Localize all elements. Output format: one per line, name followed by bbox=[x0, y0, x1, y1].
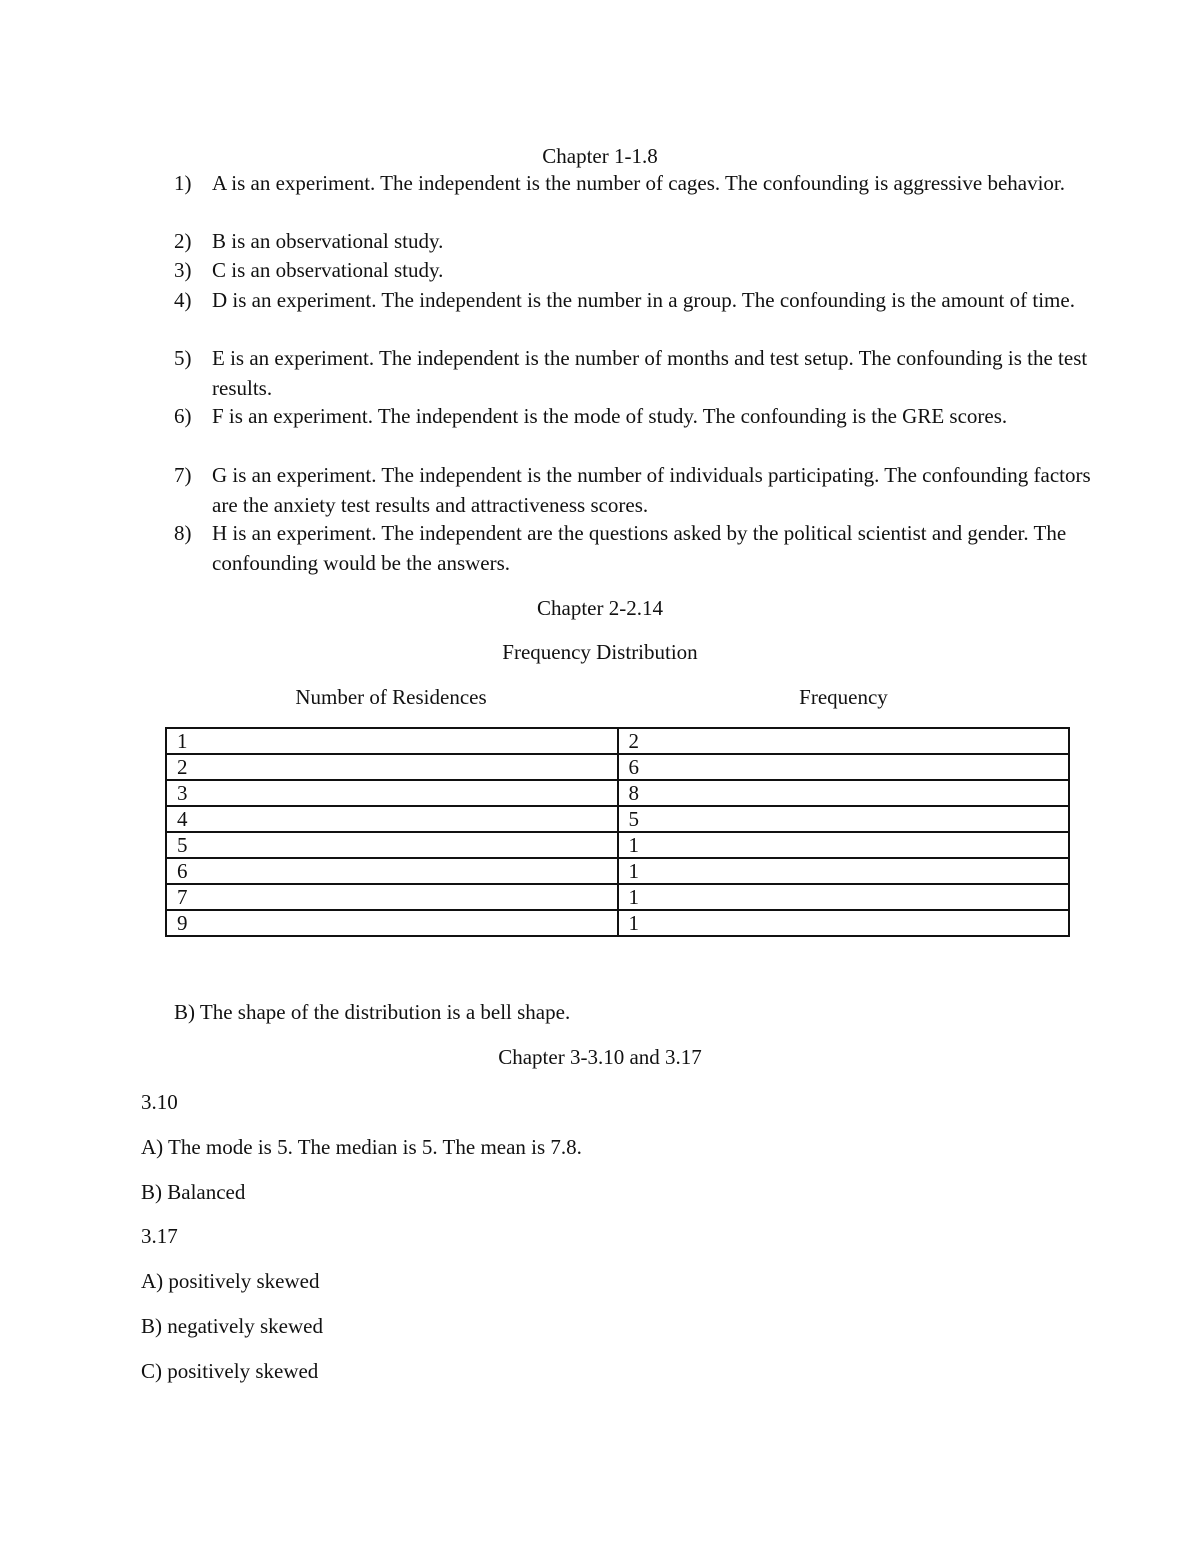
table-cell-frequency: 1 bbox=[618, 858, 1070, 884]
table-cell-frequency: 1 bbox=[618, 910, 1070, 936]
frequency-table bbox=[165, 727, 1070, 937]
table-cell-residences: 7 bbox=[166, 884, 618, 910]
list-item-text: G is an experiment. The independent is the number of individuals participating. The confounding factors are the anxiety test results and attractiveness scores. bbox=[212, 463, 1091, 517]
list-item-number: 6) bbox=[174, 404, 192, 428]
table-cell-residences: 4 bbox=[166, 806, 618, 832]
table-cell-frequency: 1 bbox=[618, 884, 1070, 910]
list-item-number: 8) bbox=[174, 521, 192, 545]
section-3-10-answer-b: B) Balanced bbox=[141, 1180, 246, 1204]
list-item-text: E is an experiment. The independent is the number of months and test setup. The confounding is the test results. bbox=[212, 346, 1088, 400]
section-3-17-answer-a: A) positively skewed bbox=[141, 1269, 320, 1293]
table-row bbox=[166, 754, 1069, 780]
list-item-text: D is an experiment. The independent is the number in a group. The confounding is the amount of time. bbox=[212, 288, 1075, 312]
table-cell-residences: 1 bbox=[166, 728, 618, 754]
section-3-10-answer-a: A) The mode is 5. The median is 5. The mean is 7.8. bbox=[141, 1135, 582, 1159]
table-cell-residences: 3 bbox=[166, 780, 618, 806]
list-item-number: 7) bbox=[174, 463, 192, 487]
table-row bbox=[166, 806, 1069, 832]
list-item-number: 5) bbox=[174, 346, 192, 370]
table-cell-residences: 2 bbox=[166, 754, 618, 780]
list-item-text: B is an observational study. bbox=[212, 229, 444, 253]
section-3-17-answer-b: B) negatively skewed bbox=[141, 1314, 323, 1338]
section-3-17-label: 3.17 bbox=[141, 1224, 178, 1248]
table-cell-residences: 9 bbox=[166, 910, 618, 936]
table-row bbox=[166, 858, 1069, 884]
table-cell-frequency: 2 bbox=[618, 728, 1070, 754]
column-header-residences: Number of Residences bbox=[295, 685, 487, 709]
list-item-number: 4) bbox=[174, 288, 192, 312]
table-row bbox=[166, 728, 1069, 754]
list-item-text: A is an experiment. The independent is the number of cages. The confounding is aggressive behavior. bbox=[212, 171, 1066, 195]
section-3-17-answer-c: C) positively skewed bbox=[141, 1359, 319, 1383]
table-cell-frequency: 6 bbox=[618, 754, 1070, 780]
table-cell-frequency: 5 bbox=[618, 806, 1070, 832]
table-row bbox=[166, 884, 1069, 910]
table-cell-frequency: 1 bbox=[618, 832, 1070, 858]
list-item-text: C is an observational study. bbox=[212, 258, 444, 282]
distribution-shape-answer: B) The shape of the distribution is a bell shape. bbox=[174, 1000, 571, 1024]
table-cell-residences: 5 bbox=[166, 832, 618, 858]
list-item-number: 3) bbox=[174, 258, 192, 282]
chapter-2-heading: Chapter 2-2.14 bbox=[537, 596, 663, 620]
section-3-10-label: 3.10 bbox=[141, 1090, 178, 1114]
column-header-frequency: Frequency bbox=[799, 685, 888, 709]
list-item-number: 2) bbox=[174, 229, 192, 253]
table-cell-frequency: 8 bbox=[618, 780, 1070, 806]
frequency-distribution-title: Frequency Distribution bbox=[502, 640, 698, 664]
table-row bbox=[166, 780, 1069, 806]
list-item-text: H is an experiment. The independent are the questions asked by the political scientist and gender. The confounding would be the answers. bbox=[212, 521, 1067, 575]
table-cell-residences: 6 bbox=[166, 858, 618, 884]
chapter-1-heading: Chapter 1-1.8 bbox=[542, 144, 658, 168]
table-row bbox=[166, 832, 1069, 858]
chapter-3-heading: Chapter 3-3.10 and 3.17 bbox=[498, 1045, 702, 1069]
list-item-text: F is an experiment. The independent is the mode of study. The confounding is the GRE scores. bbox=[212, 404, 1008, 428]
list-item-number: 1) bbox=[174, 171, 192, 195]
table-row bbox=[166, 910, 1069, 936]
